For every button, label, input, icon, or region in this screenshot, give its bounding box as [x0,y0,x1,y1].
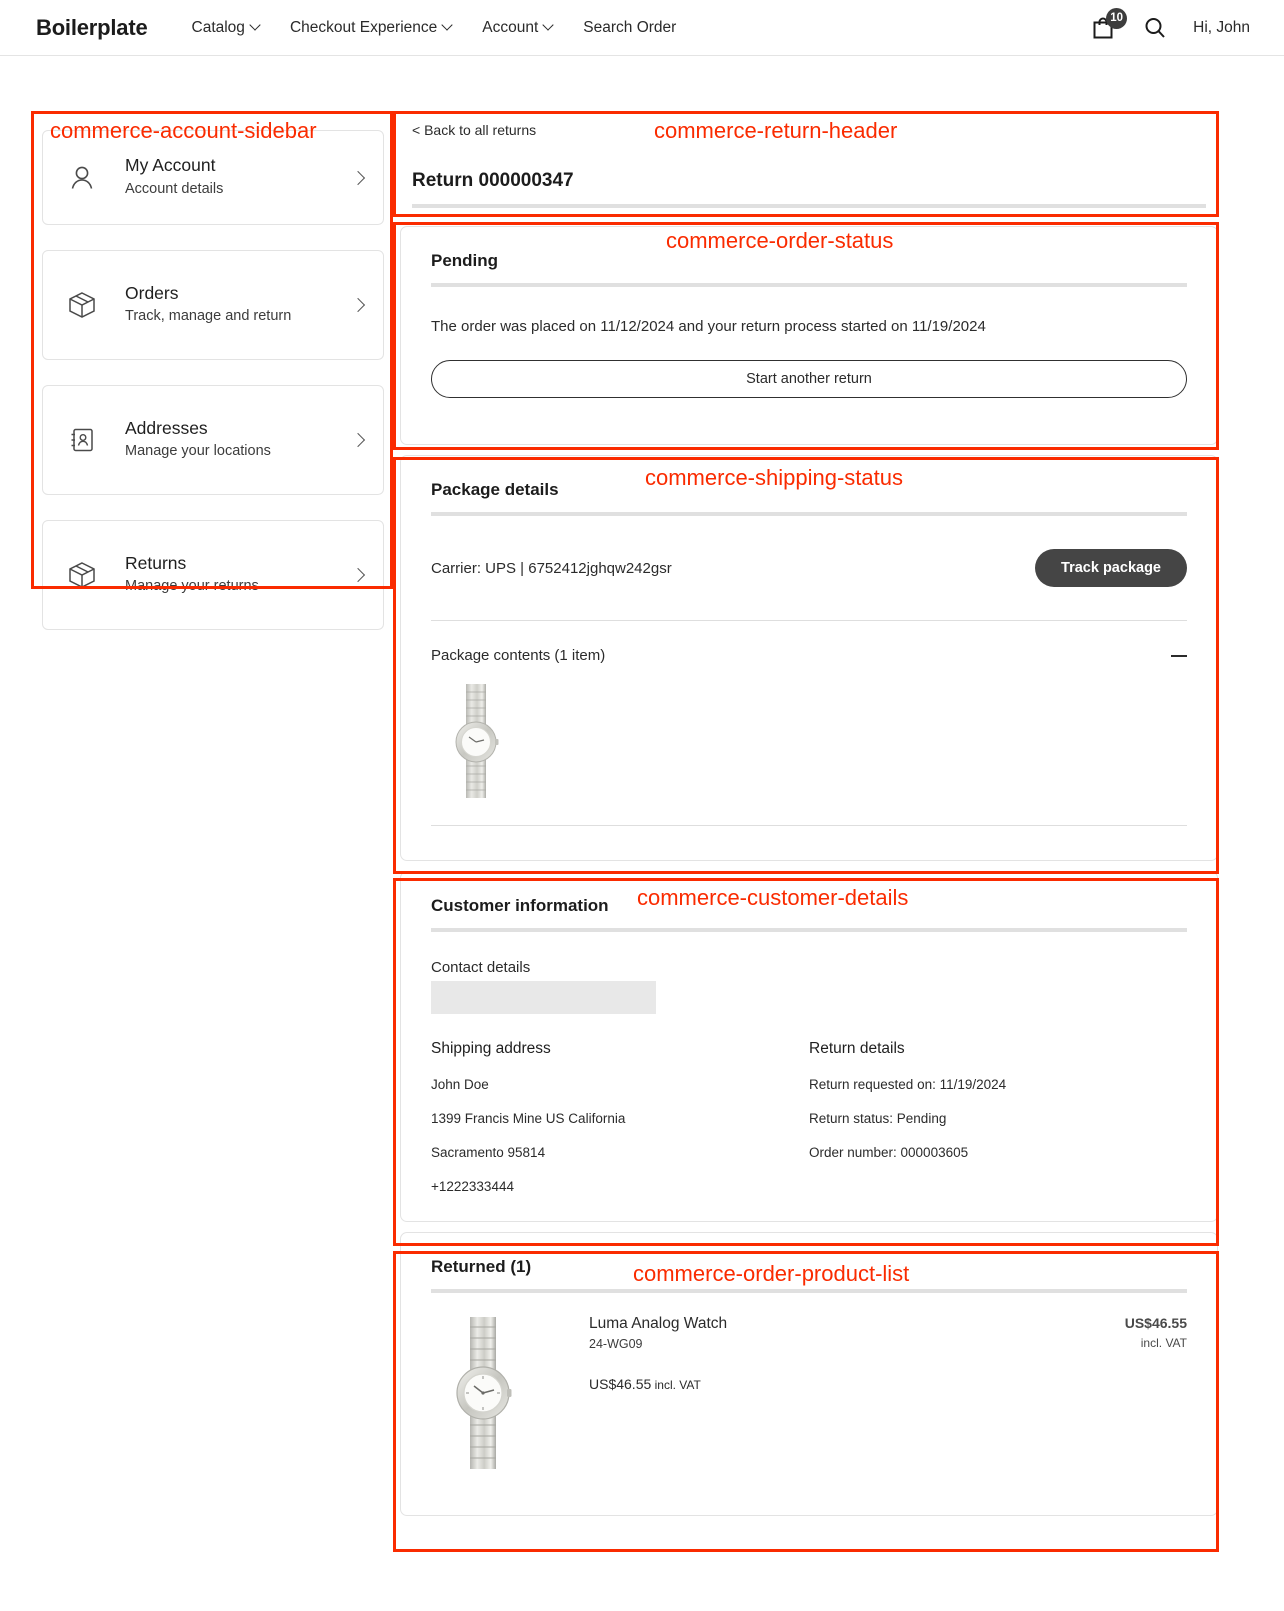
sidebar-item-title: Addresses [125,417,208,438]
chevron-right-icon [353,434,365,446]
header-actions [1091,12,1250,41]
track-package-button[interactable]: Track package [1035,549,1187,587]
chevron-down-icon [251,21,260,30]
shipping-address-line: 1399 Francis Mine US California [431,1111,626,1126]
package-contents-label: Package contents (1 item) [431,647,606,664]
sidebar-item-title: My Account [125,155,216,176]
product-price-line [589,1376,1057,1392]
carrier-divider [431,620,1187,621]
sidebar-item-subtitle: Account details [125,180,224,197]
box-icon [65,289,99,321]
annotation-label-account-sidebar: commerce-account-sidebar [50,118,317,143]
box-icon [65,559,99,591]
site-header [0,0,1284,56]
address-book-icon [65,425,99,455]
cart-button[interactable] [1091,12,1124,41]
commerce-account-sidebar [42,130,384,655]
product-total-block [1057,1315,1187,1471]
chevron-right-icon [353,299,365,311]
sidebar-item-text [125,417,353,463]
commerce-shipping-status [400,455,1218,861]
back-to-all-returns-link[interactable]: < Back to all returns [412,122,537,138]
nav-label: Catalog [191,18,245,36]
sidebar-item-subtitle: Manage your returns [125,578,259,595]
person-icon [65,163,99,193]
nav-item-search-order[interactable] [583,19,676,37]
contents-bottom-divider [431,825,1187,826]
nav-item-account[interactable] [482,19,553,37]
sidebar-item-my-account[interactable] [42,130,384,225]
annotation-label-return-header: commerce-return-header [654,118,898,143]
sidebar-item-orders[interactable] [42,250,384,360]
chevron-right-icon [353,569,365,581]
watch-illustration [445,682,507,800]
product-price-vat: incl. VAT [651,1378,701,1392]
nav-label: Account [482,18,539,36]
sidebar-item-text [125,282,353,328]
sidebar-item-subtitle: Manage your locations [125,443,271,460]
carrier-row [431,549,1187,587]
section-divider [431,1289,1187,1293]
shipping-address-line: +1222333444 [431,1179,514,1194]
product-total-vat: incl. VAT [1140,1336,1187,1350]
shipping-address-line: John Doe [431,1077,489,1092]
annotation-label-shipping-status: commerce-shipping-status [645,465,903,490]
commerce-customer-details [400,871,1218,1222]
commerce-order-status [400,226,1218,445]
customer-information-title: Customer information [431,896,609,915]
sidebar-item-title: Returns [125,552,187,573]
return-details-line: Return status: Pending [809,1111,947,1126]
package-details-title: Package details [431,480,559,499]
return-details-line: Order number: 000003605 [809,1145,969,1160]
watch-illustration [443,1315,523,1471]
cart-count-badge: 10 [1106,8,1127,29]
sidebar-item-subtitle: Track, manage and return [125,308,292,325]
return-details-column [809,1040,1187,1194]
contact-details-placeholder [431,981,656,1014]
section-divider [431,283,1187,287]
sidebar-item-returns[interactable] [42,520,384,630]
carrier-info: Carrier: UPS | 6752412jghqw242gsr [431,559,672,577]
start-another-return-button[interactable]: Start another return [431,360,1187,398]
sidebar-item-title: Orders [125,282,179,303]
title-divider [412,204,1206,208]
product-sku: 24-WG09 [589,1337,643,1351]
product-thumbnail-watch [445,682,507,800]
order-status-title: Pending [431,251,499,270]
sidebar-item-text [125,154,353,200]
user-greeting[interactable]: Hi, John [1193,18,1250,36]
chevron-down-icon [443,21,452,30]
annotation-label-order-product-list: commerce-order-product-list [633,1261,910,1286]
annotation-label-order-status: commerce-order-status [666,228,894,253]
sidebar-item-addresses[interactable] [42,385,384,495]
search-button[interactable] [1143,16,1167,40]
sidebar-item-text [125,552,353,598]
contact-details-label: Contact details [431,959,531,976]
minus-icon[interactable] [1171,655,1187,657]
section-divider [431,512,1187,516]
chevron-down-icon [544,21,553,30]
chevron-right-icon [353,172,365,184]
order-status-description: The order was placed on 11/12/2024 and your return process started on 11/19/2024 [431,318,986,335]
nav-label: Search Order [583,18,677,36]
product-row [431,1315,1187,1471]
return-details-line: Return requested on: 11/19/2024 [809,1077,1007,1092]
main-content [400,112,1218,1516]
package-contents-toggle[interactable] [431,647,1187,664]
search-icon [1143,16,1167,40]
nav-item-checkout-experience[interactable] [290,19,452,37]
main-navigation [192,19,677,37]
returned-items-title: Returned (1) [431,1257,532,1276]
nav-label: Checkout Experience [289,18,438,36]
product-price: US$46.55 [589,1376,652,1392]
shipping-address-column [431,1040,809,1194]
shipping-address-heading: Shipping address [431,1040,551,1057]
product-info [589,1315,1057,1471]
product-image [431,1315,535,1471]
return-details-heading: Return details [809,1040,905,1057]
product-total: US$46.55 [1124,1315,1187,1331]
annotation-label-customer-details: commerce-customer-details [637,885,909,910]
product-name[interactable]: Luma Analog Watch [589,1315,728,1332]
address-columns [431,1040,1187,1194]
package-contents-thumbnails [431,664,1187,805]
section-divider [431,928,1187,932]
nav-item-catalog[interactable] [192,19,260,37]
brand-logo[interactable]: Boilerplate [36,14,148,40]
page-title: Return 000000347 [412,170,574,191]
shipping-address-line: Sacramento 95814 [431,1145,546,1160]
